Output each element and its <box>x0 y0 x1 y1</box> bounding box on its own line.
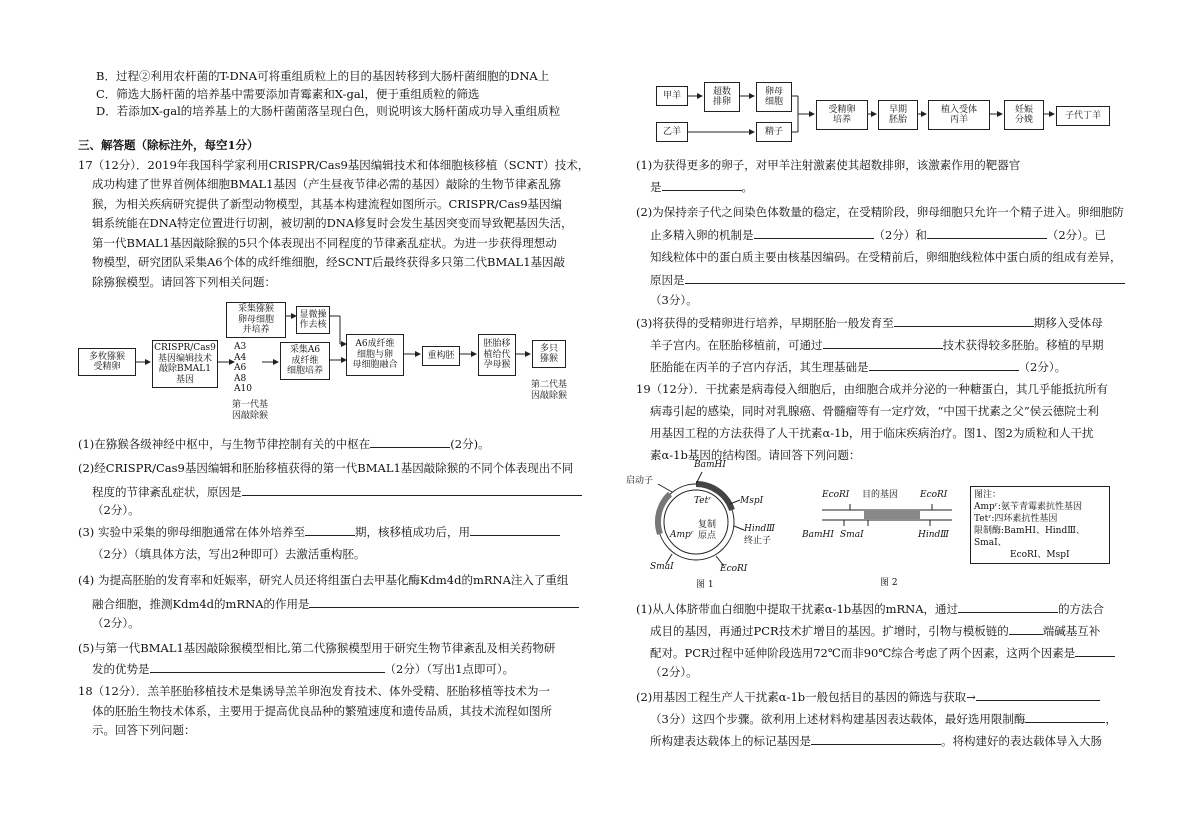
q17-5a: (5)与第一代BMAL1基因敲除猴模型相比,第二代猕猴模型用于研究生物节律紊乱及相关药物研 <box>78 641 556 655</box>
q18-3-blank-3[interactable] <box>869 358 1019 371</box>
q19-stem-1: 19（12分）．干扰素是病毒侵入细胞后，由细胞合成并分泌的一种糖蛋白，其几乎能抵抗所有 <box>636 382 1109 396</box>
q18-stem-3: 示。回答下列问题： <box>92 723 196 737</box>
box-early-embryo: 早期 胚胎 <box>878 100 918 130</box>
q18-2-blank-2[interactable] <box>927 226 1047 239</box>
q17-stem-4: 辑系统能在DNA特定位置进行切割，被切割的DNA修复时会发生基因突变而导致靶基因失活， <box>92 216 573 230</box>
fig1-hind: HindⅢ <box>744 524 775 534</box>
box-sheep-yi: 乙羊 <box>656 122 688 142</box>
fig1-caption: 图 1 <box>696 580 714 590</box>
q17-2c: （2分）。 <box>92 503 140 517</box>
fig1-sma: SmaⅠ <box>650 562 674 572</box>
q19-1-blank-2[interactable] <box>1009 622 1043 635</box>
q17-4c: （2分）。 <box>92 616 140 630</box>
q19-1-blank-3[interactable] <box>1075 644 1115 657</box>
box-cell-fusion: A6成纤维 细胞与卵 母细胞融合 <box>346 334 404 376</box>
q19-2-blank-2[interactable] <box>1025 710 1105 723</box>
q17-4b: 融合细胞，推测Kdm4d的mRNA的作用是 <box>92 595 579 612</box>
q17-3-blank-1[interactable] <box>305 523 355 536</box>
q18-1-blank[interactable] <box>662 178 742 191</box>
q18-2-blank-3[interactable] <box>685 271 1125 284</box>
option-d: D．若添加X-gal的培养基上的大肠杆菌菌落呈现白色，则说明该大肠杆菌成功导入重组质粒 <box>96 104 561 118</box>
fig1-terminator: 终止子 <box>744 536 772 546</box>
q17-3b: （2分）（填具体方法，写出2种即可）去激活重构胚。 <box>92 547 366 561</box>
q18-1a: (1)为获得更多的卵子，对甲羊注射激素使其超数排卵，该激素作用的靶器官 <box>636 158 1021 172</box>
box-offspring: 子代丁羊 <box>1056 106 1110 126</box>
q17-stem-2: 成功构建了世界首例体细胞BMAL1基因（产生昼夜节律必需的基因）敲除的生物节律紊乱猕 <box>92 177 561 191</box>
gen1-label: 第一代基 因敲除猴 <box>231 400 268 421</box>
fig2-ecor-left: EcoRⅠ <box>822 490 850 500</box>
q18-stem-1: 18（12分）．羔羊胚胎移植技术是集诱导羔羊卵泡发育技术、体外受精、胚胎移植等技术为一 <box>78 684 551 698</box>
q17-stem-5: 第一代BMAL1基因敲除猴的5只个体表现出不同程度的节律紊乱症状。为进一步获得理想动 <box>92 236 557 250</box>
box-fertilized-eggs: 多枚猕猴 受精卵 <box>78 348 136 376</box>
gene-diagram <box>822 508 962 548</box>
q18-2c: 知线粒体中的蛋白质主要由核基因编码。在受精前后，卵细胞线粒体中蛋白质的组成有差异， <box>650 250 1122 264</box>
box-sperm: 精子 <box>756 122 792 142</box>
q19-2b: （3分）这四个步骤。欲利用上述材料构建基因表达载体，最好选用限制酶 ， <box>650 712 1117 726</box>
fig1-amp: Ampʳ <box>670 530 694 540</box>
q18-2b: 止多精入卵的机制是 （2分）和 （2分）。已 <box>650 228 1106 242</box>
q18-3a: (3)将获得的受精卵进行培养，早期胚胎一般发育至 期移入受体母 <box>636 316 1103 330</box>
gen2-label: 第二代基 因敲除猴 <box>530 380 567 401</box>
fig1-bamh: BamHⅠ <box>694 460 726 470</box>
fig1-ori: 复制 原点 <box>698 520 717 541</box>
legend-title: 图注： <box>974 490 1002 500</box>
q18-3-blank-2[interactable] <box>823 336 943 349</box>
q17-5-blank[interactable] <box>150 660 385 673</box>
q19-2a: (2)用基因工程生产人干扰素α-1b一般包括目的基因的筛选与获取→ <box>636 688 1100 705</box>
box-reconstructed-embryo: 重构胚 <box>422 346 460 366</box>
gen1-ids: A3 A4 A6 A8 A10 <box>234 342 252 394</box>
box-crispr-knockout: CRISPR/Cas9 基因编辑技术 敲除BMAL1 基因 <box>152 340 218 388</box>
box-zygote-culture: 受精卵 培养 <box>816 100 868 130</box>
q17-4-blank[interactable] <box>309 595 579 608</box>
box-sheep-jia: 甲羊 <box>656 86 688 106</box>
fig2-sma: SmaⅠ <box>840 530 864 540</box>
q17-stem-1: 17（12分）．2019年我国科学家利用CRISPR/Cas9基因编辑技术和体细胞核移植（SCNT）技术， <box>78 158 590 172</box>
q19-1c: 配对。PCR过程中延伸阶段选用72℃而非90℃综合考虑了两个因素，这两个因素是 <box>650 644 1115 661</box>
q17-1: (1)在猕猴各级神经中枢中，与生物节律控制有关的中枢在 (2分)。 <box>78 437 490 451</box>
q19-1b: 成目的基因，再通过PCR技术扩增目的基因。扩增时，引物与模板链的 端碱基互补 <box>650 624 1101 638</box>
q17-2b: 程度的节律紊乱症状，原因是 <box>92 483 582 500</box>
q18-3-blank-1[interactable] <box>894 314 1034 327</box>
q19-stem-4: 素α-1b基因的结构图。请回答下列问题： <box>650 448 861 462</box>
q18-1b: 是 。 <box>650 180 753 194</box>
q19-1a: (1)从人体脐带血白细胞中提取干扰素α-1b基因的mRNA，通过 的方法合 <box>636 602 1105 616</box>
box-superovulation: 超数 排卵 <box>704 82 740 112</box>
q18-2a: (2)为保持亲子代之间染色体数量的稳定，在受精阶段，卵母细胞只允许一个精子进入。卵细胞防 <box>636 205 1124 219</box>
q19-2-blank-3[interactable] <box>811 732 941 745</box>
box-enucleation: 显微操 作去核 <box>296 306 330 334</box>
legend-enzymes-2: EcoRⅠ、MspⅠ <box>1010 550 1070 560</box>
legend-enzymes-1: 限制酶:BamHⅠ、HindⅢ、SmaⅠ、 <box>974 526 1085 548</box>
fig1-promoter: 启动子 <box>626 476 654 486</box>
q18-3c: 胚胎能在丙羊的子宫内存活，其生理基础是 （2分）。 <box>650 360 1067 374</box>
box-pregnancy: 妊娠 分娩 <box>1004 100 1044 130</box>
q17-2a: (2)经CRISPR/Cas9基因编辑和胚胎移植获得的第一代BMAL1基因敲除猴的不同个体表现出不同 <box>78 461 574 475</box>
fig2-target-gene: 目的基因 <box>862 490 899 500</box>
legend-amp: Ampʳ:氨苄青霉素抗性基因 <box>974 502 1082 512</box>
fig2-hind: HindⅢ <box>918 530 949 540</box>
option-b: B．过程②利用农杆菌的T-DNA可将重组质粒上的目的基因转移到大肠杆菌细胞的DNA上 <box>96 69 550 83</box>
box-multiple-monkeys: 多只 猕猴 <box>532 340 566 368</box>
q17-2-blank[interactable] <box>242 483 582 496</box>
q18-2-blank-1[interactable] <box>754 226 874 239</box>
q17-stem-7: 除猕猴模型。请回答下列相关问题： <box>92 275 276 289</box>
box-oocyte: 卵母 细胞 <box>756 82 792 112</box>
q18-stem-2: 体的胚胎生物技术体系，主要用于提高优良品种的繁殖速度和遗传品质，其技术流程如图所 <box>92 704 552 718</box>
q19-stem-3: 用基因工程的方法获得了人干扰素α-1b，用于临床疾病治疗。图1、图2为质粒和人干扰 <box>650 426 1094 440</box>
fig1-tet: Tetʳ <box>694 496 712 506</box>
q17-5b: 发的优势是 （2分）（写出1点即可）。 <box>92 662 515 676</box>
fig2-bamh: BamHⅠ <box>802 530 834 540</box>
q19-1d: （2分）。 <box>650 665 698 679</box>
box-implant-recipient: 植入受体 丙羊 <box>928 100 990 130</box>
q17-stem-3: 猴，为相关疾病研究提供了新型动物模型，其基本构建流程如图所示。CRISPR/Cas9基因编 <box>92 197 563 211</box>
fig1-ecor: EcoRⅠ <box>720 564 748 574</box>
q17-1-blank[interactable] <box>370 435 450 448</box>
box-embryo-transfer: 胚胎移 植给代 孕母猴 <box>478 334 516 376</box>
q18-2d: 原因是 <box>650 271 1125 288</box>
legend-tet: Tetʳ:四环素抗性基因 <box>974 514 1058 524</box>
fig1-msp: MspⅠ <box>740 496 764 506</box>
q19-2c: 所构建表达载体上的标记基因是 。将构建好的表达载体导入大肠 <box>650 734 1102 748</box>
box-collect-oocytes: 采集猕猴 卵母细胞 并培养 <box>226 302 286 338</box>
q19-stem-2: 病毒引起的感染，同时对乳腺癌、骨髓瘤等有一定疗效，“中国干扰素之父”侯云德院士利 <box>650 404 1099 418</box>
section-heading: 三、解答题（除标注外，每空1分） <box>78 138 259 152</box>
q17-stem-6: 物模型，研究团队采集A6个体的成纤维细胞，经SCNT后最终获得多只第二代BMAL1基因敲 <box>92 255 566 269</box>
q17-3a: (3) 实验中采集的卵母细胞通常在体外培养至 期，核移植成功后，用 <box>78 523 560 540</box>
q19-2-blank-1[interactable] <box>976 688 1100 701</box>
fig2-ecor-right: EcoRⅠ <box>920 490 948 500</box>
fig2-caption: 图 2 <box>880 578 898 588</box>
q17-4a: (4) 为提高胚胎的发育率和妊娠率，研究人员还将组蛋白去甲基化酶Kdm4d的mRNA注入了重组 <box>78 573 569 587</box>
q19-1-blank-1[interactable] <box>958 600 1058 613</box>
q18-3b: 羊子宫内。在胚胎移植前，可通过 技术获得较多胚胎。移植的早期 <box>650 338 1104 352</box>
box-fibroblast-culture: 采集A6 成纤维 细胞培养 <box>280 342 330 380</box>
option-c: C．筛选大肠杆菌的培养基中需要添加青霉素和X-gal，便于重组质粒的筛选 <box>96 87 480 101</box>
q17-3-blank-2[interactable] <box>470 523 560 536</box>
q18-2e: （3分）。 <box>650 293 698 307</box>
figure-legend <box>970 486 1110 564</box>
